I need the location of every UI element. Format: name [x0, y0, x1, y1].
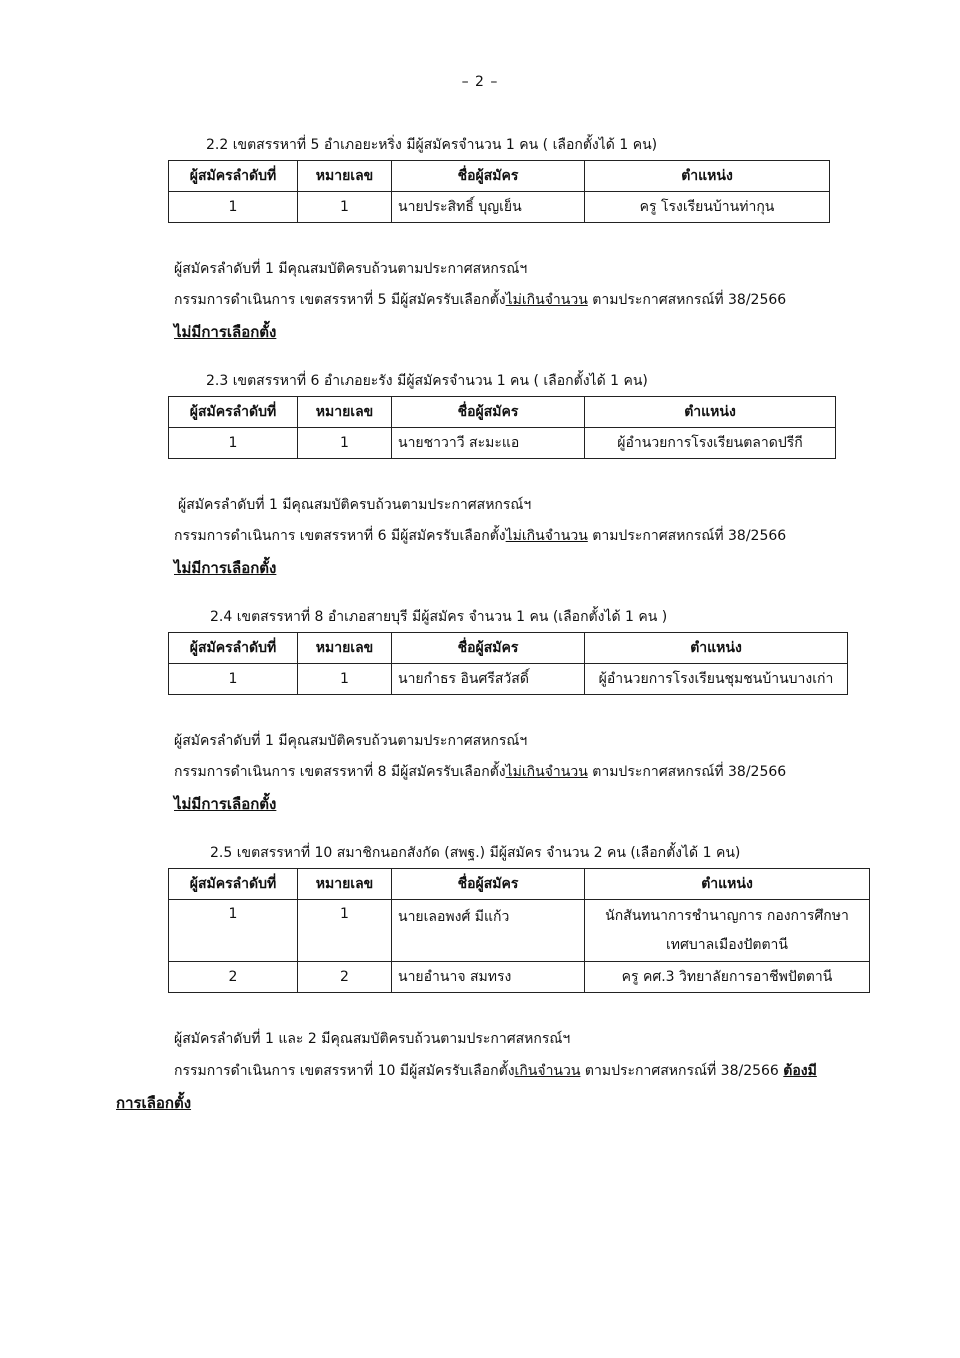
cell-name: นายเลอพงศ์ มีแก้ว — [392, 900, 585, 962]
election-result: การเลือกตั้ง — [116, 1094, 192, 1112]
col-header-number: หมายเลข — [298, 397, 392, 428]
col-header-position: ตำแหน่ง — [585, 633, 848, 664]
cell-order: 1 — [169, 428, 298, 459]
section-heading: 2.5 เขตสรรหาที่ 10 สมาชิกนอกสังกัด (สพฐ.) มีผู้สมัคร จำนวน 2 คน (เลือกตั้งได้ 1 คน) — [210, 845, 741, 861]
cell-order: 1 — [169, 192, 298, 223]
cell-order: 1 — [169, 900, 298, 962]
col-header-position: ตำแหน่ง — [585, 161, 830, 192]
table-header-row — [169, 869, 870, 900]
cell-order: 1 — [169, 664, 298, 695]
election-result: ไม่มีการเลือกตั้ง — [174, 559, 277, 577]
cell-position: ผู้อำนวยการโรงเรียนชุมชนบ้านบางเก่า — [585, 664, 848, 695]
table-row — [169, 428, 836, 459]
underlined-phrase: ไม่เกินจำนวน — [505, 528, 588, 544]
bold-underlined-phrase: ต้องมี — [783, 1063, 817, 1079]
col-header-position: ตำแหน่ง — [585, 869, 870, 900]
qualification-note: ผู้สมัครลำดับที่ 1 มีคุณสมบัติครบถ้วนตามประกาศสหกรณ์ฯ — [178, 497, 532, 513]
candidate-table — [168, 160, 830, 223]
col-header-order: ผู้สมัครลำดับที่ — [169, 633, 298, 664]
candidate-table — [168, 396, 836, 459]
cell-name: นายอำนาจ สมทรง — [392, 962, 585, 993]
cell-number: 2 — [298, 962, 392, 993]
page-number: – 2 – — [461, 74, 499, 90]
cell-number: 1 — [298, 428, 392, 459]
qualification-note: ผู้สมัครลำดับที่ 1 และ 2 มีคุณสมบัติครบถ้วนตามประกาศสหกรณ์ฯ — [174, 1031, 571, 1047]
candidate-table — [168, 868, 870, 993]
col-header-order: ผู้สมัครลำดับที่ — [169, 397, 298, 428]
col-header-order: ผู้สมัครลำดับที่ — [169, 161, 298, 192]
cell-number: 1 — [298, 664, 392, 695]
table-header-row — [169, 161, 830, 192]
col-header-order: ผู้สมัครลำดับที่ — [169, 869, 298, 900]
col-header-name: ชื่อผู้สมัคร — [392, 869, 585, 900]
table-header-row — [169, 397, 836, 428]
table-row — [169, 900, 870, 962]
underlined-phrase: ไม่เกินจำนวน — [505, 764, 588, 780]
section-heading: 2.3 เขตสรรหาที่ 6 อำเภอยะรัง มีผู้สมัครจำนวน 1 คน ( เลือกตั้งได้ 1 คน) — [206, 373, 648, 389]
col-header-position: ตำแหน่ง — [585, 397, 836, 428]
cell-name: นายกำธร อินศรีสวัสดิ์ — [392, 664, 585, 695]
committee-statement: กรรมการดำเนินการ เขตสรรหาที่ 8 มีผู้สมัครรับเลือกตั้งไม่เกินจำนวน ตามประกาศสหกรณ์ที่ 38/2566 — [174, 764, 787, 780]
cell-name: นายชาวาวี สะมะแอ — [392, 428, 585, 459]
cell-position: ครู โรงเรียนบ้านท่ากุน — [585, 192, 830, 223]
table-row — [169, 962, 870, 993]
col-header-number: หมายเลข — [298, 869, 392, 900]
section-heading: 2.4 เขตสรรหาที่ 8 อำเภอสายบุรี มีผู้สมัคร จำนวน 1 คน (เลือกตั้งได้ 1 คน ) — [210, 609, 668, 625]
qualification-note: ผู้สมัครลำดับที่ 1 มีคุณสมบัติครบถ้วนตามประกาศสหกรณ์ฯ — [174, 733, 528, 749]
section-heading: 2.2 เขตสรรหาที่ 5 อำเภอยะหริ่ง มีผู้สมัครจำนวน 1 คน ( เลือกตั้งได้ 1 คน) — [206, 137, 658, 153]
underlined-phrase: เกินจำนวน — [514, 1063, 581, 1079]
table-header-row — [169, 633, 848, 664]
committee-statement: กรรมการดำเนินการ เขตสรรหาที่ 5 มีผู้สมัครรับเลือกตั้งไม่เกินจำนวน ตามประกาศสหกรณ์ที่ 38/2566 — [174, 292, 787, 308]
table-row — [169, 664, 848, 695]
cell-order: 2 — [169, 962, 298, 993]
committee-statement: กรรมการดำเนินการ เขตสรรหาที่ 10 มีผู้สมัครรับเลือกตั้งเกินจำนวน ตามประกาศสหกรณ์ที่ 38/2566 ต้องมี — [174, 1063, 817, 1079]
qualification-note: ผู้สมัครลำดับที่ 1 มีคุณสมบัติครบถ้วนตามประกาศสหกรณ์ฯ — [174, 261, 528, 277]
election-result: ไม่มีการเลือกตั้ง — [174, 323, 277, 341]
cell-number: 1 — [298, 192, 392, 223]
cell-position — [585, 900, 870, 962]
cell-position: ผู้อำนวยการโรงเรียนตลาดปรีกี — [585, 428, 836, 459]
cell-number: 1 — [298, 900, 392, 962]
col-header-name: ชื่อผู้สมัคร — [392, 161, 585, 192]
cell-name: นายประสิทธิ์ บุญเย็น — [392, 192, 585, 223]
candidate-table — [168, 632, 848, 695]
cell-position: ครู คศ.3 วิทยาลัยการอาชีพปัตตานี — [585, 962, 870, 993]
col-header-number: หมายเลข — [298, 161, 392, 192]
col-header-number: หมายเลข — [298, 633, 392, 664]
election-result: ไม่มีการเลือกตั้ง — [174, 795, 277, 813]
col-header-name: ชื่อผู้สมัคร — [392, 397, 585, 428]
position-line-2: เทศบาลเมืองปัตตานี — [666, 936, 788, 953]
underlined-phrase: ไม่เกินจำนวน — [505, 292, 588, 308]
col-header-name: ชื่อผู้สมัคร — [392, 633, 585, 664]
table-row — [169, 192, 830, 223]
position-line-1: นักสันทนาการชำนาญการ กองการศึกษา — [605, 907, 849, 924]
committee-statement: กรรมการดำเนินการ เขตสรรหาที่ 6 มีผู้สมัครรับเลือกตั้งไม่เกินจำนวน ตามประกาศสหกรณ์ที่ 38/2566 — [174, 528, 787, 544]
